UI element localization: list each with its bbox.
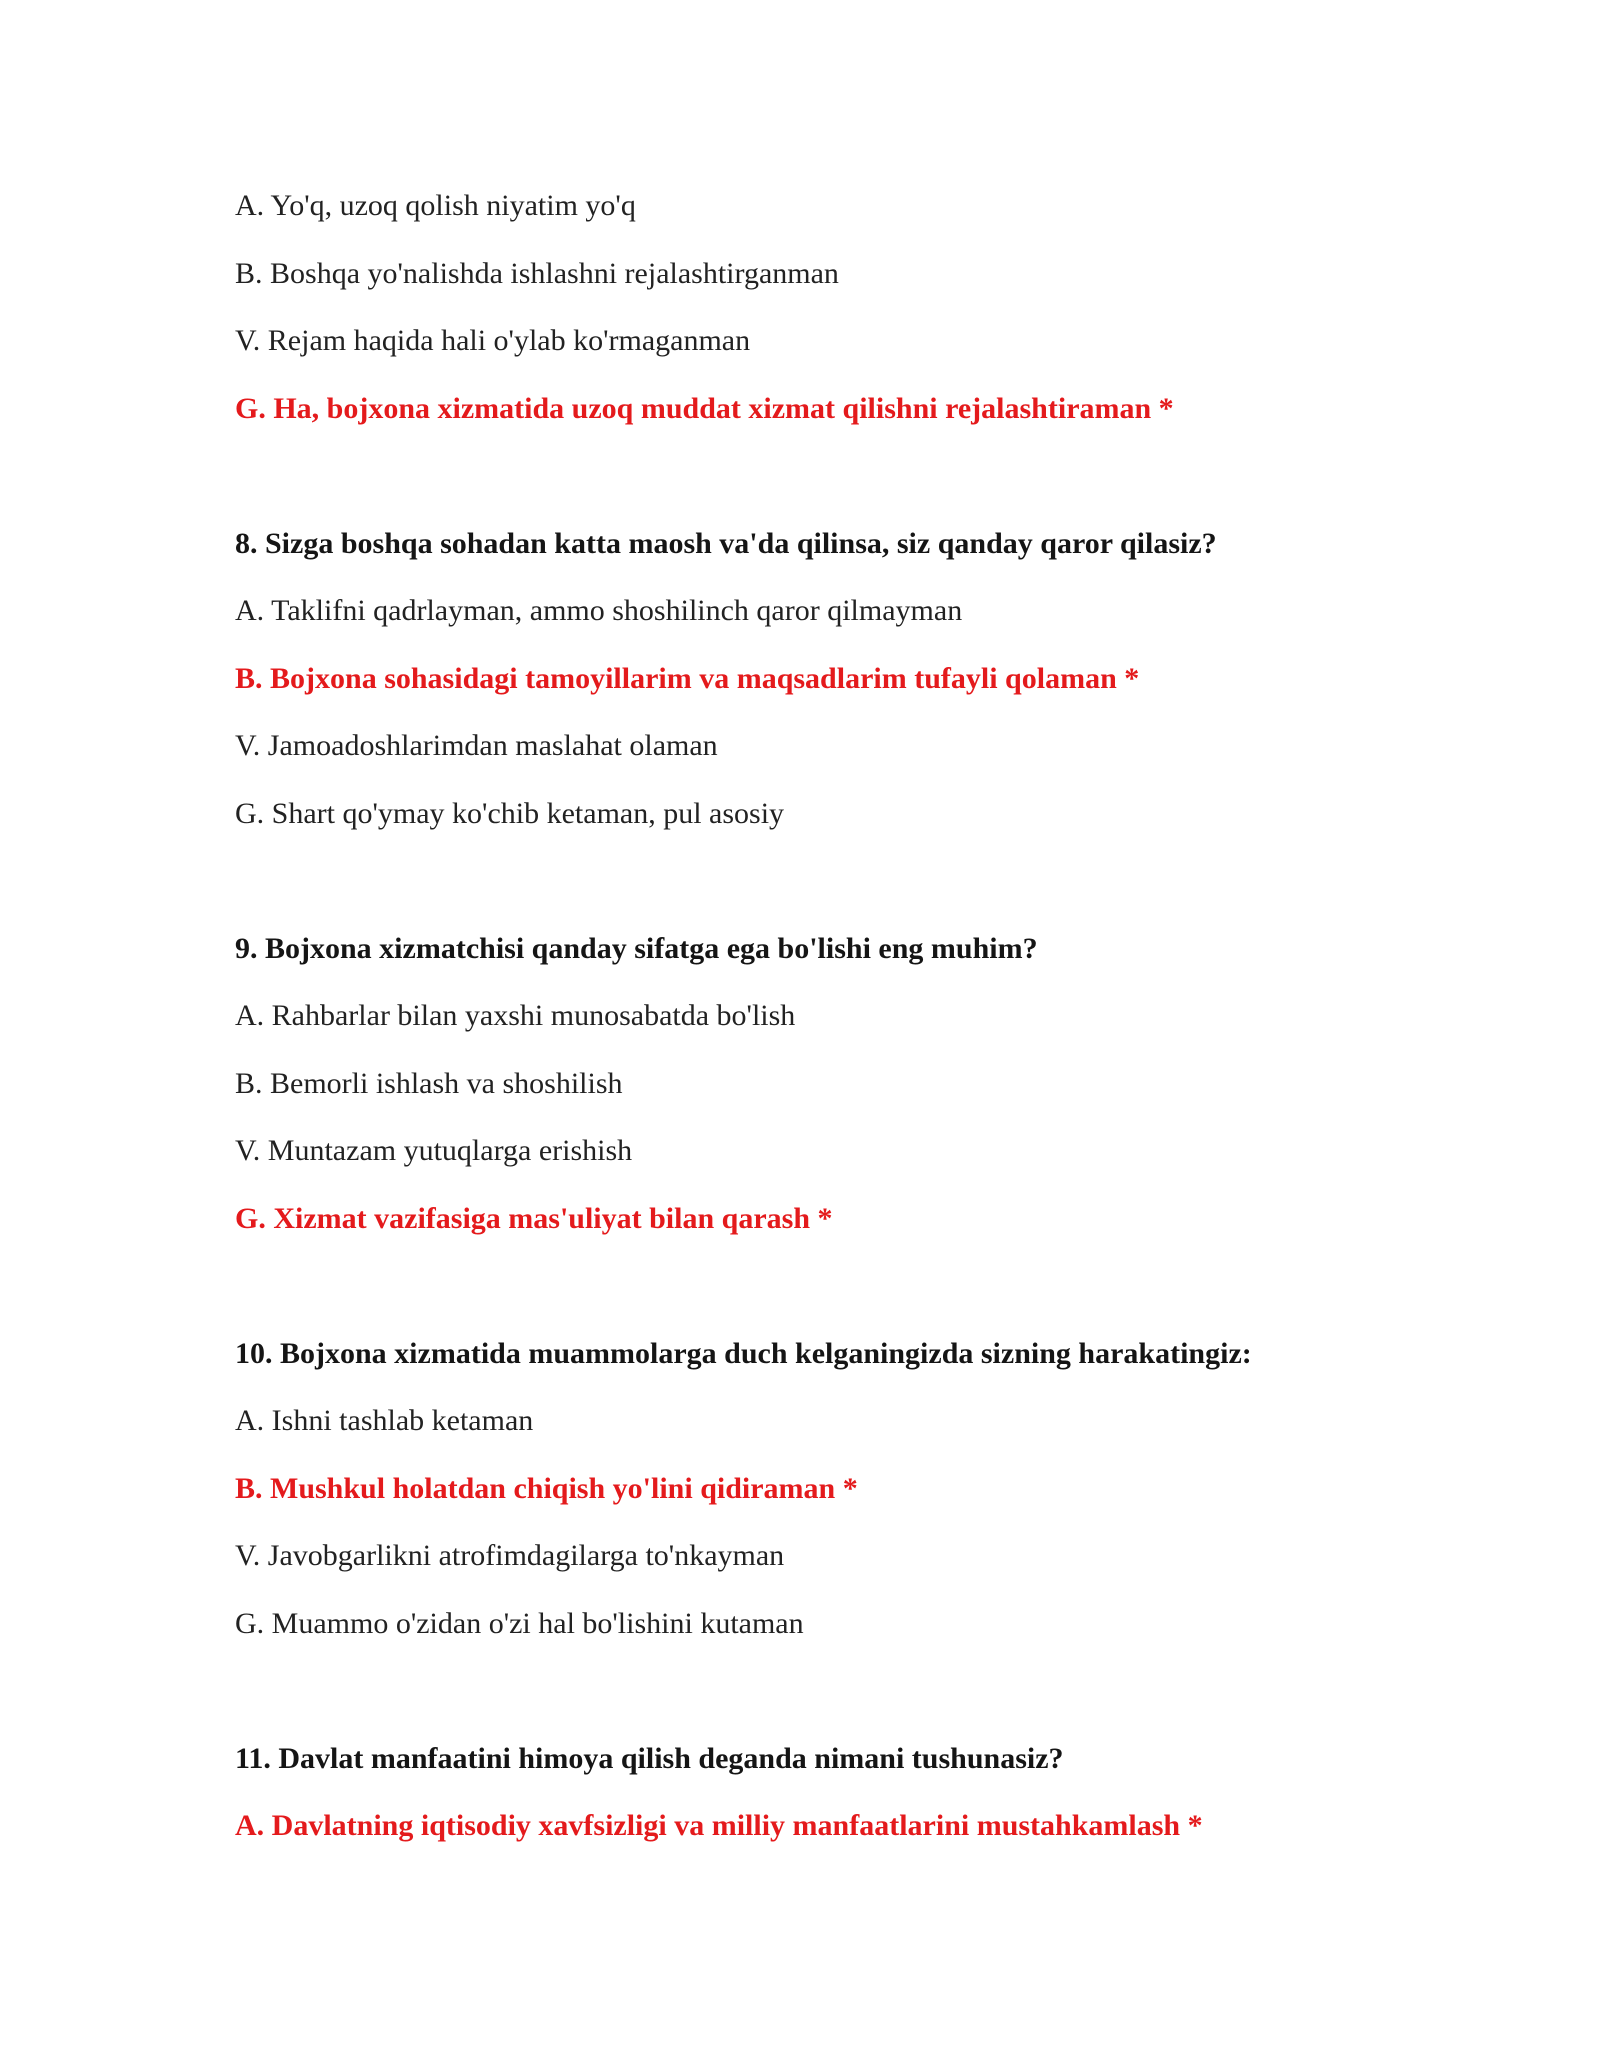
correct-answer-option: B. Bojxona sohasidagi tamoyillarim va maqsadlarim tufayli qolaman * bbox=[235, 661, 1140, 695]
answer-option: V. Jamoadoshlarimdan maslahat olaman bbox=[235, 729, 718, 762]
answer-option: B. Bemorli ishlash va shoshilish bbox=[235, 1066, 623, 1100]
answer-option: A. Taklifni qadrlayman, ammo shoshilinch qaror qilmayman bbox=[235, 594, 963, 627]
question-block bbox=[235, 1336, 1465, 1642]
question-text: 11. Davlat manfaatini himoya qilish deganda nimani tushunasiz? bbox=[235, 1741, 1064, 1775]
block-spacer bbox=[235, 863, 1465, 931]
answer-option: B. Boshqa yo'nalishda ishlashni rejalashtirganman bbox=[235, 256, 839, 290]
answer-option: G. Muammo o'zidan o'zi hal bo'lishini kutaman bbox=[235, 1606, 804, 1640]
correct-answer-option: A. Davlatning iqtisodiy xavfsizligi va milliy manfaatlarini mustahkamlash * bbox=[235, 1809, 1203, 1842]
block-spacer bbox=[235, 1268, 1465, 1336]
question-block bbox=[235, 526, 1465, 832]
answer-option: G. Shart qo'ymay ko'chib ketaman, pul asosiy bbox=[235, 796, 785, 830]
answer-option: A. Rahbarlar bilan yaxshi munosabatda bo'lish bbox=[235, 999, 796, 1032]
question-text: 9. Bojxona xizmatchisi qanday sifatga ega bo'lishi eng muhim? bbox=[235, 931, 1038, 965]
correct-answer-option: B. Mushkul holatdan chiqish yo'lini qidiraman * bbox=[235, 1471, 858, 1505]
correct-answer-option: G. Xizmat vazifasiga mas'uliyat bilan qarash * bbox=[235, 1201, 833, 1235]
answer-option: A. Yo'q, uzoq qolish niyatim yo'q bbox=[235, 189, 636, 222]
question-block bbox=[235, 188, 1465, 427]
question-text: 10. Bojxona xizmatida muammolarga duch kelganingizda sizning harakatingiz: bbox=[235, 1336, 1252, 1370]
question-block bbox=[235, 1741, 1465, 1845]
block-spacer bbox=[235, 1673, 1465, 1741]
question-text: 8. Sizga boshqa sohadan katta maosh va'da qilinsa, siz qanday qaror qilasiz? bbox=[235, 526, 1217, 560]
block-spacer bbox=[235, 458, 1465, 526]
answer-option: V. Muntazam yutuqlarga erishish bbox=[235, 1134, 633, 1167]
document-page bbox=[235, 188, 1465, 1876]
answer-option: A. Ishni tashlab ketaman bbox=[235, 1404, 534, 1437]
answer-option: V. Javobgarlikni atrofimdagilarga to'nkayman bbox=[235, 1539, 785, 1572]
question-block bbox=[235, 931, 1465, 1237]
correct-answer-option: G. Ha, bojxona xizmatida uzoq muddat xizmat qilishni rejalashtiraman * bbox=[235, 391, 1174, 425]
answer-option: V. Rejam haqida hali o'ylab ko'rmaganman bbox=[235, 324, 751, 357]
